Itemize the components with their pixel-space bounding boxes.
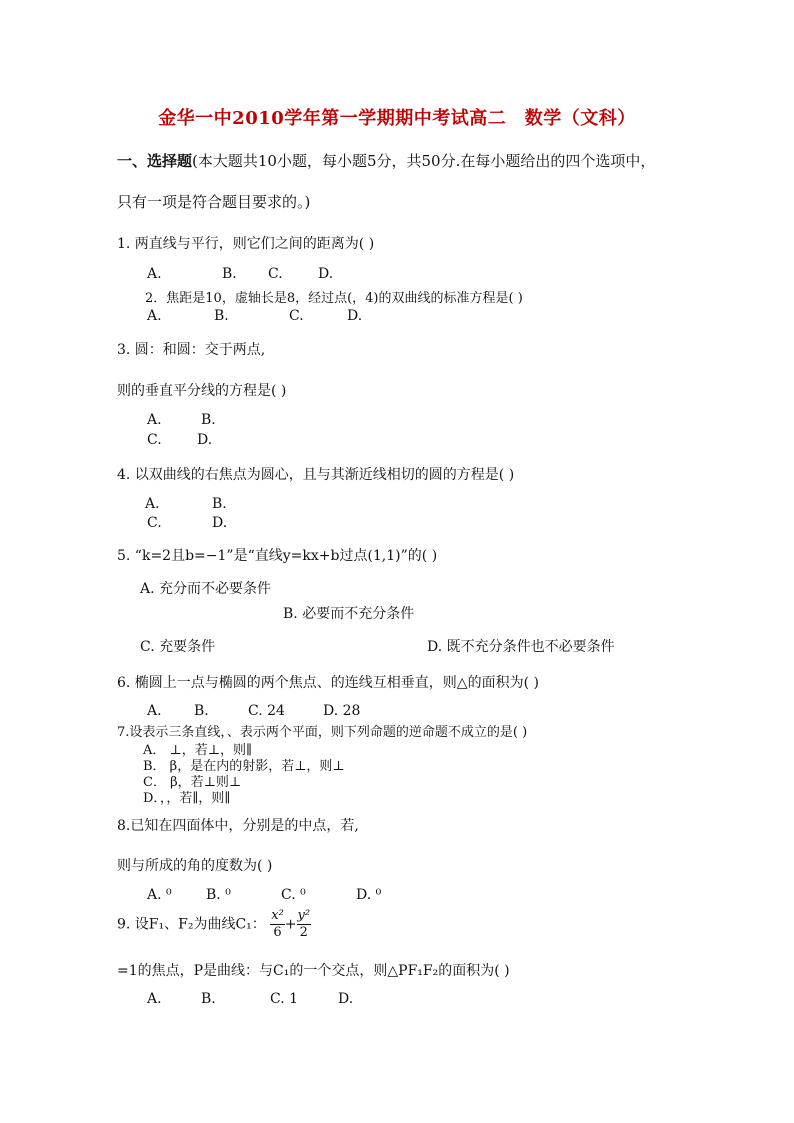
q7-option-a: A． ⊥，若⊥，则∥: [143, 743, 252, 758]
q4-option-b: B.: [212, 496, 227, 512]
q9-stem-2: =1的焦点，P是曲线：与C₁的一个交点，则△PF₁F₂的面积为( ): [117, 963, 510, 979]
q4-option-d: D.: [212, 515, 228, 531]
q1-option-b: B.: [222, 266, 237, 282]
q4-stem: 4. 以双曲线的右焦点为圆心，且与其渐近线相切的圆的方程是( ): [117, 467, 515, 483]
q8-option-c: C. ⁰: [281, 887, 306, 903]
q2-option-a: A.: [147, 308, 162, 324]
q1-option-d: D.: [318, 266, 334, 282]
q9-fraction-1-denominator: 6: [273, 925, 282, 940]
q9-option-d: D.: [338, 991, 354, 1007]
q1-option-c: C.: [268, 266, 283, 282]
q3-option-a: A.: [147, 412, 162, 428]
section-heading-line: [117, 150, 655, 171]
q4-option-a: A.: [145, 496, 160, 512]
q9-fraction-2: [297, 908, 312, 941]
q7-option-b: B． β，是在内的射影，若⊥，则⊥: [143, 759, 345, 774]
q6-option-d: D. 28: [323, 703, 361, 719]
q8-stem-2: 则与所成的角的度数为( ): [117, 858, 273, 874]
q9-option-c: C. 1: [270, 991, 299, 1007]
q5-option-c: C. 充要条件: [140, 639, 216, 655]
q7-option-c: C． β，若⊥则⊥: [143, 775, 242, 790]
q7-stem: 7.设表示三条直线，、表示两个平面，则下列命题的逆命题不成立的是( ): [117, 725, 528, 740]
q8-option-a: A. ⁰: [147, 887, 172, 903]
q7-option-d: D．，，若∥，则∥: [143, 791, 231, 806]
q5-stem: 5. “k=2且b=−1”是“直线y=kx+b过点(1,1)”的( ): [117, 548, 438, 564]
q1-option-a: A.: [147, 266, 162, 282]
q8-stem: 8.已知在四面体中，分别是的中点，若,: [117, 818, 359, 834]
q3-stem-2: 则的垂直平分线的方程是( ): [117, 383, 287, 399]
q9-fraction-2-numerator: y²: [297, 908, 311, 923]
q6-stem: 6. 椭圆上一点与椭圆的两个焦点、的连线互相垂直，则△的面积为( ): [117, 675, 539, 691]
q8-option-d: D. ⁰: [356, 887, 382, 903]
q2-option-d: D.: [347, 308, 363, 324]
q8-option-b: B. ⁰: [206, 887, 231, 903]
q4-option-c: C.: [147, 515, 162, 531]
section-intro: (本大题共10小题，每小题5分，共50分.在每小题给出的四个选项中，: [192, 152, 656, 170]
q2-option-b: B.: [214, 308, 229, 324]
q9-option-a: A.: [147, 991, 162, 1007]
q9-stem-prefix: 9. 设F₁、F₂为曲线C₁：: [117, 916, 266, 933]
q9-option-b: B.: [201, 991, 216, 1007]
q3-option-c: C.: [147, 432, 162, 448]
q9-fraction-1: [270, 908, 285, 941]
q2-stem: 2．焦距是10，虚轴长是8，经过点(，4)的双曲线的标准方程是( ): [145, 291, 523, 306]
q5-option-d: D. 既不充分条件也不必要条件: [427, 639, 615, 655]
section-heading: 一、选择题: [117, 152, 193, 170]
q2-option-c: C.: [289, 308, 304, 324]
q3-option-d: D.: [197, 432, 213, 448]
q6-option-c: C. 24: [248, 703, 285, 719]
q1-stem: 1. 两直线与平行，则它们之间的距离为( ): [117, 236, 375, 252]
q3-stem: 3. 圆：和圆：交于两点,: [117, 342, 266, 358]
q9-fraction-1-numerator: x²: [271, 908, 284, 923]
page-title: 金华一中2010学年第一学期期中考试高二 数学（文科）: [158, 108, 636, 129]
section-intro-2: 只有一项是符合题目要求的。): [117, 193, 311, 211]
q3-option-b: B.: [201, 412, 216, 428]
q6-option-a: A.: [147, 703, 162, 719]
q5-option-b: B. 必要而不充分条件: [283, 606, 415, 622]
q9-plus: +: [284, 916, 297, 933]
q9-fraction-2-denominator: 2: [299, 925, 308, 940]
q6-option-b: B.: [194, 703, 209, 719]
q9-stem-line: [117, 908, 311, 941]
q5-option-a: A. 充分而不必要条件: [140, 581, 272, 597]
